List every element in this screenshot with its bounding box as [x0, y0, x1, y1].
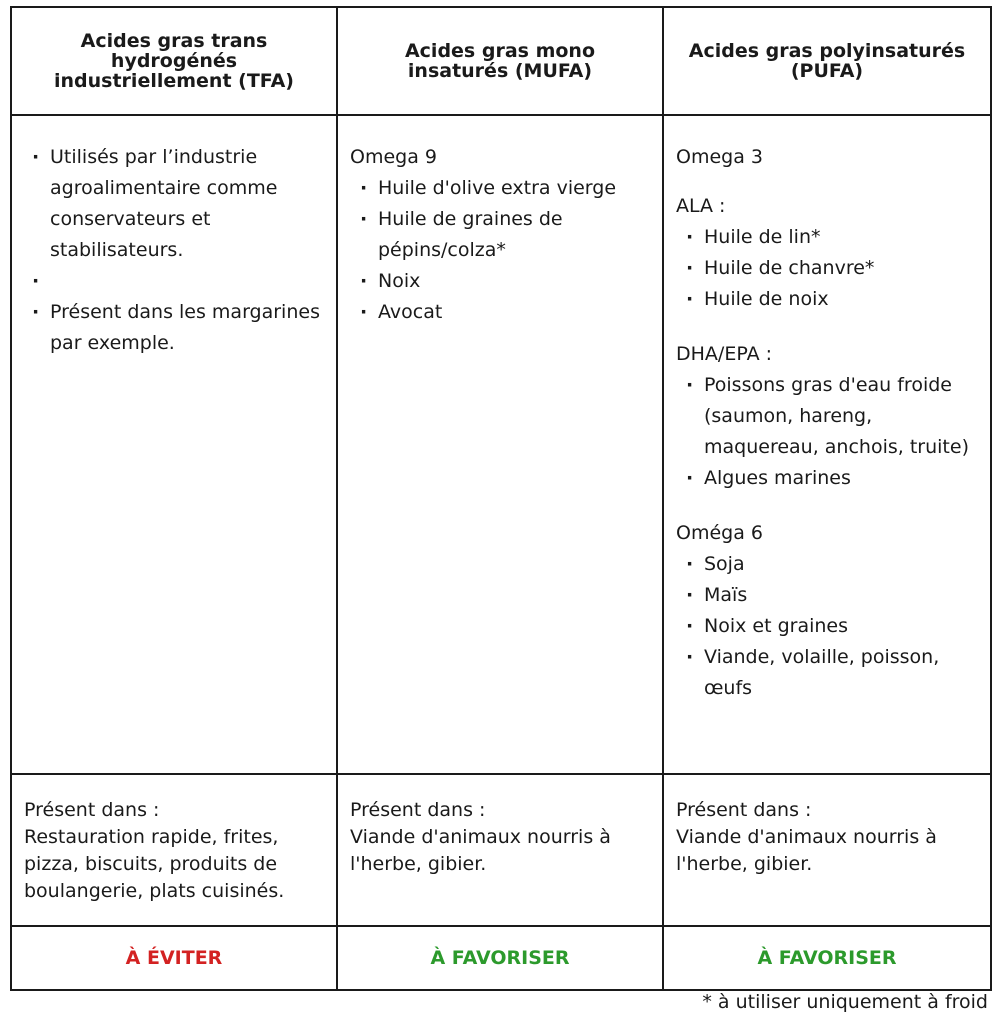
verdict-tfa [11, 926, 337, 990]
mufa-list [358, 173, 648, 328]
present-row [11, 774, 991, 926]
omega6-title: Oméga 6 [676, 522, 763, 544]
list-item: · Huile de graines de pépins/colza* [358, 204, 648, 266]
list-item: · Viande, volaille, poisson, œufs [684, 642, 976, 704]
header-pufa-text: Acides gras polyinsaturés (PUFA) [688, 40, 966, 82]
list-item: · Poissons gras d'eau froide (saumon, hareng, maquereau, anchois, truite) [684, 370, 976, 463]
content-mufa [337, 115, 663, 774]
verdict-favor: À FAVORISER [757, 947, 897, 969]
content-tfa [11, 115, 337, 774]
present-text: Viande d'animaux nourris à l'herbe, gibier. [676, 826, 937, 875]
list-item: · Algues marines [684, 463, 976, 494]
content-pufa [663, 115, 991, 774]
list-item: · Soja [684, 549, 976, 580]
dha-list [684, 370, 976, 494]
list-item: · Avocat [358, 297, 648, 328]
present-pufa [663, 774, 991, 926]
list-item: · Huile de chanvre* [684, 253, 976, 284]
present-text: Restauration rapide, frites, pizza, biscuits, produits de boulangerie, plats cuisinés. [24, 826, 285, 902]
footnote: * à utiliser uniquement à froid [702, 991, 988, 1013]
verdict-favor: À FAVORISER [430, 947, 570, 969]
verdict-avoid: À ÉVITER [125, 947, 223, 969]
present-label: Présent dans : [676, 799, 812, 821]
omega9-title: Omega 9 [350, 146, 437, 168]
ala-title: ALA : [676, 195, 726, 217]
header-tfa-text: Acides gras trans hydrogénés industriellement (TFA) [54, 30, 294, 92]
present-mufa [337, 774, 663, 926]
verdict-row [11, 926, 991, 990]
list-item: · Huile de noix [684, 284, 976, 315]
present-tfa [11, 774, 337, 926]
list-spacer [30, 266, 322, 297]
list-item: · Utilisés par l’industrie agroalimentaire comme conservateurs et stabilisateurs. [30, 142, 322, 266]
fatty-acids-table [10, 6, 992, 991]
tfa-list [30, 142, 322, 359]
omega6-list [684, 549, 976, 704]
header-pufa [663, 7, 991, 115]
list-item: · Huile d'olive extra vierge [358, 173, 648, 204]
present-label: Présent dans : [350, 799, 486, 821]
present-label: Présent dans : [24, 799, 160, 821]
header-mufa [337, 7, 663, 115]
list-item: · Noix et graines [684, 611, 976, 642]
list-item: · Noix [358, 266, 648, 297]
verdict-pufa [663, 926, 991, 990]
list-item: · Présent dans les margarines par exemple. [30, 297, 322, 359]
header-tfa [11, 7, 337, 115]
header-row [11, 7, 991, 115]
list-item: · Huile de lin* [684, 222, 976, 253]
omega3-title: Omega 3 [676, 146, 763, 168]
content-row [11, 115, 991, 774]
dha-title: DHA/EPA : [676, 343, 773, 365]
present-text: Viande d'animaux nourris à l'herbe, gibier. [350, 826, 611, 875]
verdict-mufa [337, 926, 663, 990]
ala-list [684, 222, 976, 315]
list-item: · Maïs [684, 580, 976, 611]
header-mufa-text: Acides gras mono insaturés (MUFA) [404, 40, 596, 82]
